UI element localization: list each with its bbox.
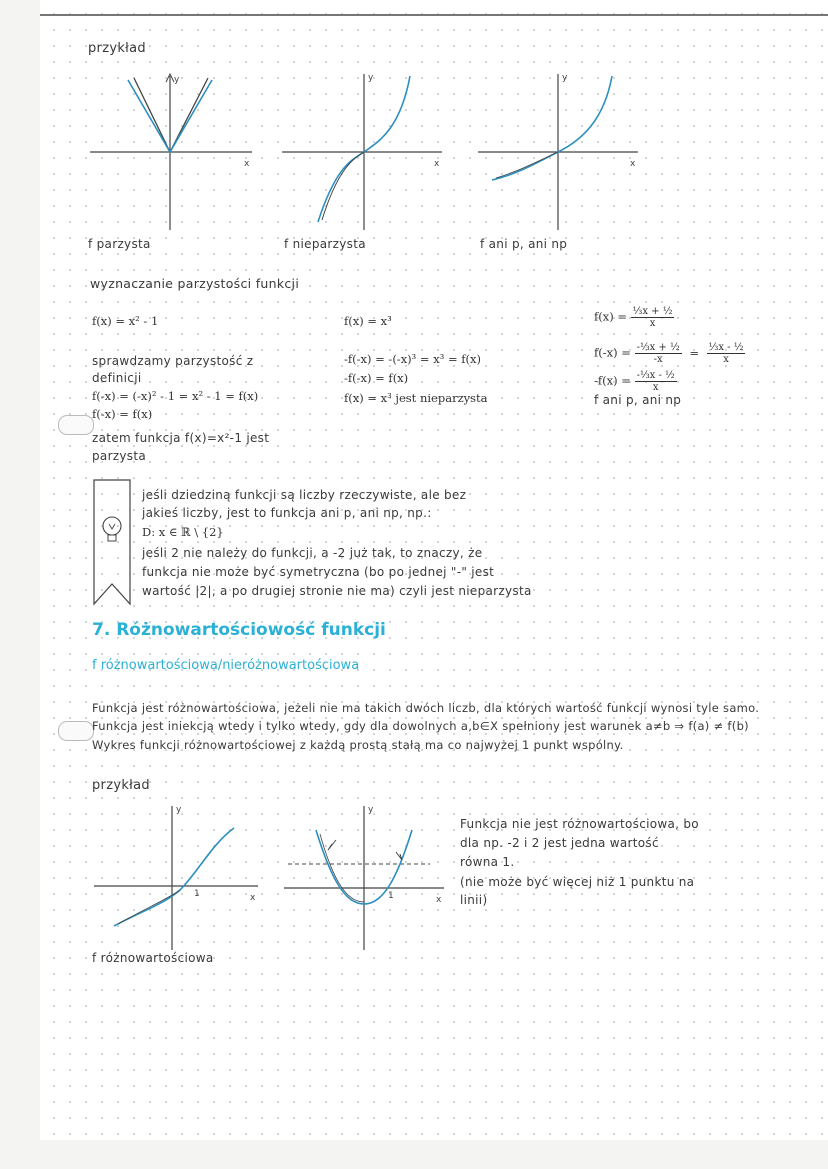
curve-even-dark bbox=[134, 78, 208, 152]
note-line-6: wartość |2|, a po drugiej stronie nie ma) czyli jest nieparzysta bbox=[142, 584, 532, 598]
col1-line-6: parzysta bbox=[92, 449, 147, 463]
col3-conclusion: f ani p, ani np bbox=[594, 393, 682, 407]
col3-neg2-den: x bbox=[652, 382, 659, 393]
side-note-line-2: dla np. -2 i 2 jest jedna wartość bbox=[460, 836, 659, 850]
axis-label-x: x bbox=[434, 159, 440, 169]
col3-eq-num: ⅓x - ½ bbox=[708, 342, 744, 353]
col3-neg2-num: -⅓x - ½ bbox=[636, 370, 675, 381]
section-subheading: f różnowartościowa/nieróżnowartościowa bbox=[92, 658, 360, 673]
col3-eq-den: x bbox=[723, 354, 729, 365]
caption-even: f parzysta bbox=[88, 237, 151, 251]
example-label-2: przykład bbox=[92, 778, 150, 793]
side-note-line-3: równa 1. bbox=[460, 855, 515, 869]
arrow-right-icon bbox=[396, 852, 402, 860]
col1-line-2: definicji bbox=[92, 371, 142, 385]
tick-label-1: 1 bbox=[194, 889, 200, 899]
note-line-4: jeśli 2 nie należy do funkcji, a -2 już tak, to znaczy, że bbox=[142, 546, 483, 560]
caption-odd: f nieparzysta bbox=[284, 237, 366, 251]
definition-line-3: Wykres funkcji różnowartościowej z każdą prostą stałą ma co najwyżej 1 punkt wspólny. bbox=[92, 738, 624, 752]
col1-line-1: sprawdzamy parzystość z bbox=[92, 354, 254, 368]
col3-neg-label: f(-x) = bbox=[594, 345, 631, 360]
col2-formula: f(x) = x³ bbox=[344, 314, 392, 328]
col3-neg-num: -⅓x + ½ bbox=[636, 342, 680, 353]
curve-odd-dark bbox=[322, 152, 364, 220]
col3-neg2-fraction bbox=[635, 370, 677, 393]
col1-line-4: f(-x) = f(x) bbox=[92, 407, 153, 421]
graph-non-injective bbox=[284, 800, 454, 950]
side-note-line-5: linii) bbox=[460, 893, 488, 907]
axis-label-y: y bbox=[562, 73, 568, 83]
note-line-1: jeśli dziedziną funkcji są liczby rzeczywiste, ale bez bbox=[142, 488, 467, 502]
axis-label-y: y bbox=[368, 805, 374, 815]
col3-f-num: ⅓x + ½ bbox=[632, 306, 673, 317]
side-note-line-1: Funkcja nie jest różnowartościowa, bo bbox=[460, 817, 699, 831]
col2-line-3: f(x) = x³ jest nieparzysta bbox=[344, 391, 488, 405]
axis-label-y: y bbox=[368, 73, 374, 83]
col3-neg-den: -x bbox=[653, 354, 663, 365]
col2-line-2: -f(-x) = f(x) bbox=[344, 371, 409, 385]
col1-line-5: zatem funkcja f(x)=x²-1 jest bbox=[92, 431, 270, 445]
axis-label-x: x bbox=[436, 895, 442, 905]
axis-label-x: x bbox=[244, 159, 250, 169]
tick-label-1: 1 bbox=[388, 891, 394, 901]
note-line-5: funkcja nie może być symetryczna (bo po jednej "-" jest bbox=[142, 565, 495, 579]
graph-neither-function bbox=[478, 70, 648, 230]
graph-injective bbox=[94, 800, 264, 950]
note-line-3: D: x ∈ ℝ \ {2} bbox=[142, 525, 224, 539]
caption-neither: f ani p, ani np bbox=[480, 237, 568, 251]
curve-parabola-dark bbox=[320, 834, 364, 902]
bookmark-ribbon bbox=[92, 478, 132, 608]
section-heading-injectivity: 7. Różnowartościowość funkcji bbox=[92, 620, 386, 640]
curve-neither-dark bbox=[496, 152, 558, 178]
col3-f bbox=[594, 306, 674, 329]
arrow-left-icon bbox=[328, 840, 336, 850]
curve-neither bbox=[492, 76, 612, 180]
col3-neg2 bbox=[594, 370, 677, 393]
page-top-border bbox=[40, 14, 828, 16]
axis-label-x: x bbox=[250, 893, 256, 903]
col1-line-3: f(-x) = (-x)² - 1 = x² - 1 = f(x) bbox=[92, 389, 259, 403]
lightbulb-icon bbox=[103, 517, 121, 541]
example-label: przykład bbox=[88, 41, 146, 56]
col3-eq-fraction bbox=[707, 342, 746, 365]
curve-injective bbox=[114, 828, 234, 926]
col3-neg bbox=[594, 342, 745, 365]
graph-odd-function bbox=[282, 70, 452, 230]
col1-formula: f(x) = x² - 1 bbox=[92, 314, 159, 328]
curve-injective-dark bbox=[118, 890, 180, 924]
caption-injective: f różnowartościowa bbox=[92, 951, 214, 965]
graph-even-function bbox=[90, 70, 270, 230]
col3-f-den: x bbox=[649, 318, 656, 329]
note-line-2: jakieś liczby, jest to funkcja ani p, ani np, np.: bbox=[142, 506, 432, 520]
axis-label-y: y bbox=[176, 805, 182, 815]
col3-f-fraction bbox=[631, 306, 675, 329]
punch-hole-top bbox=[58, 415, 94, 435]
axis-label-x: x bbox=[630, 159, 636, 169]
axis-label-y: y bbox=[174, 75, 180, 85]
col3-eq: = bbox=[689, 345, 699, 360]
punch-hole-bottom bbox=[58, 721, 94, 741]
subtitle-parity: wyznaczanie parzystości funkcji bbox=[90, 276, 300, 291]
definition-line-1: Funkcja jest różnowartościowa, jeżeli nie ma takich dwóch liczb, dla których wartość funkcji wynosi tyle samo. bbox=[92, 701, 760, 715]
col3-neg-fraction bbox=[635, 342, 682, 365]
col3-f-label: f(x) = bbox=[594, 309, 628, 324]
col3-neg2-label: -f(x) = bbox=[594, 373, 631, 388]
side-note-line-4: (nie może być więcej niż 1 punktu na bbox=[460, 875, 695, 889]
definition-line-2: Funkcja jest iniekcją wtedy i tylko wtedy, gdy dla dowolnych a,b∈X spełniony jest warunek a≠b ⇒ f(a) ≠ f(b) bbox=[92, 719, 749, 733]
col2-line-1: -f(-x) = -(-x)³ = x³ = f(x) bbox=[344, 352, 481, 366]
